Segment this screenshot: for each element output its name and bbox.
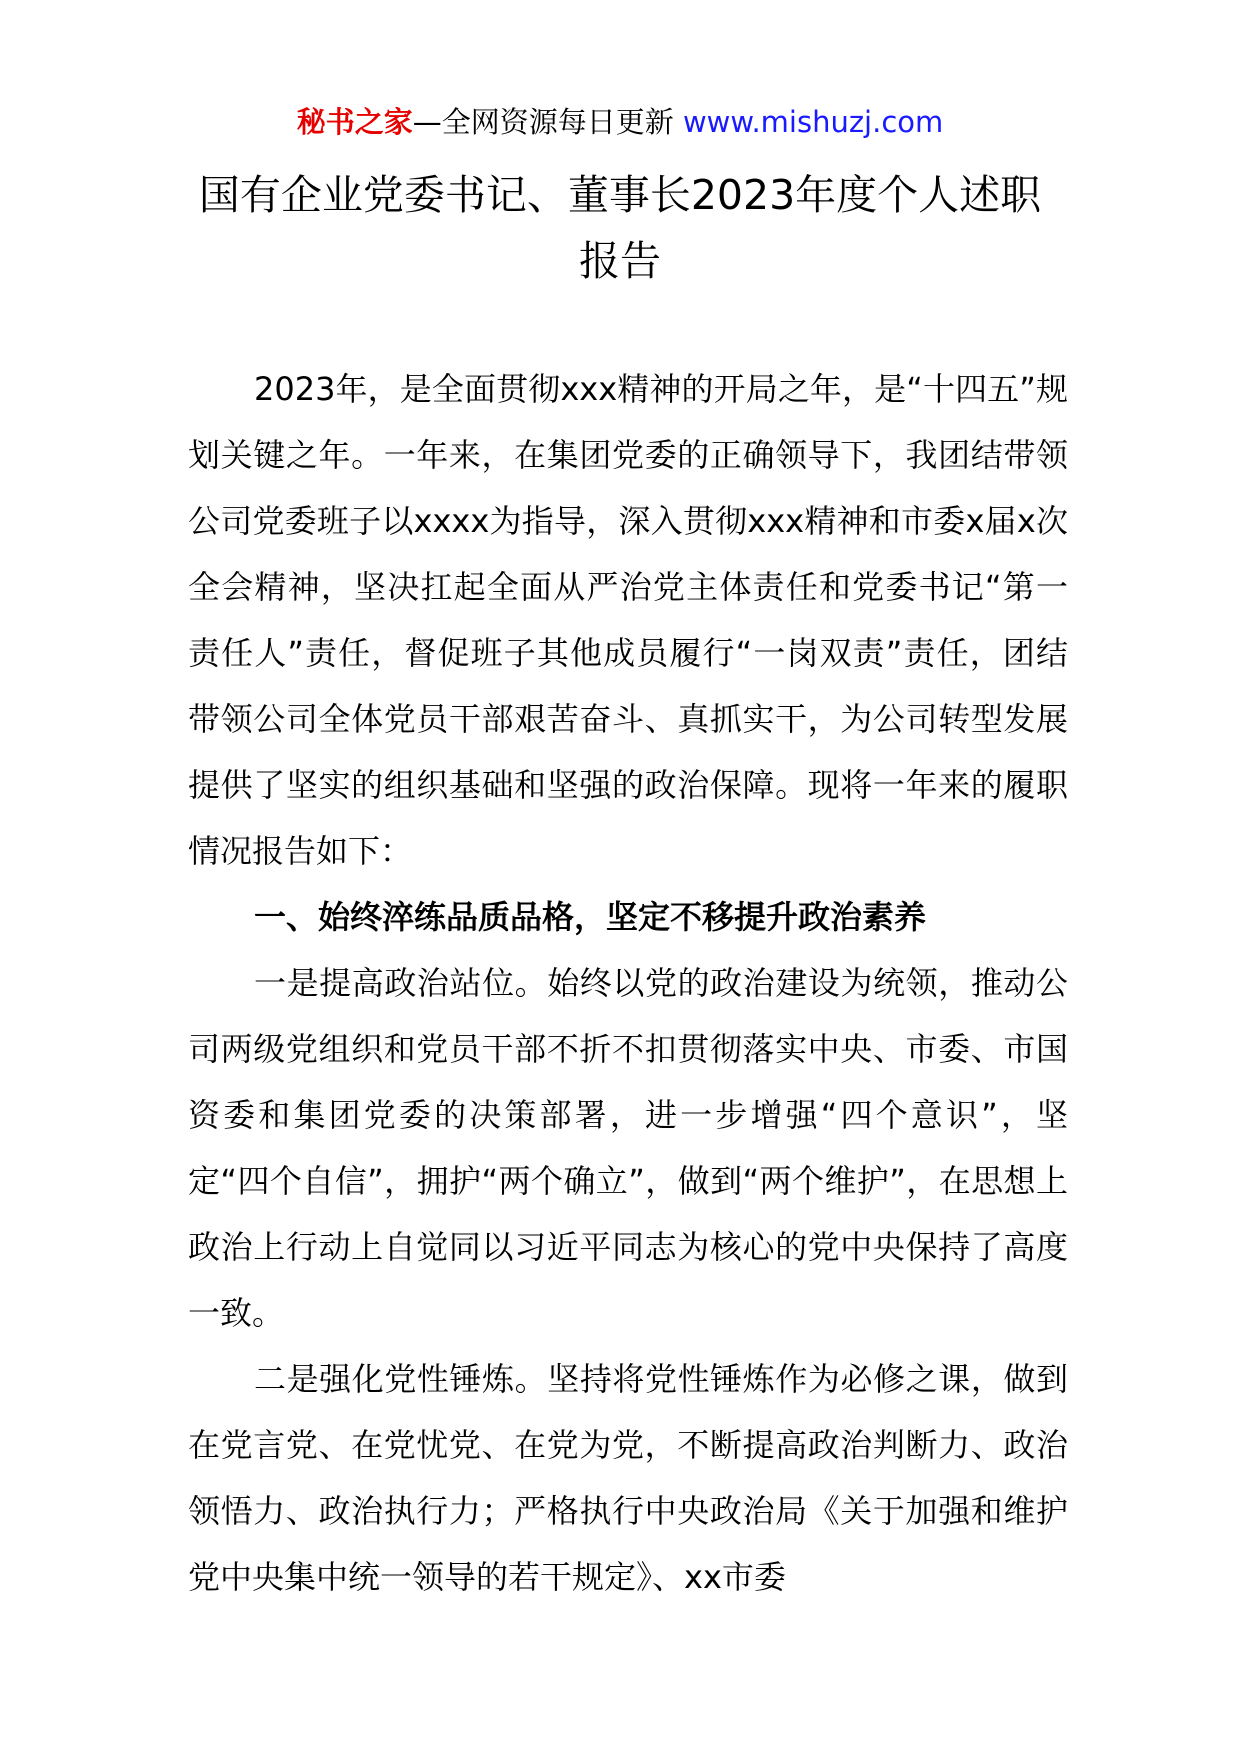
body-paragraph: 一是提高政治站位。始终以党的政治建设为统领，推动公司两级党组织和党员干部不折不扣贯彻落实中央、市委、市国资委和集团党委的决策部署，进一步增强“四个意识”，坚定“四个自信”，拥护“两个确立”，做到“两个维护”，在思想上政治上行动上自觉同以习近平同志为核心的党中央保持了高度一致。 xyxy=(188,964,1068,1332)
document-title xyxy=(0,162,1240,294)
intro-paragraph: 2023年，是全面贯彻xxx精神的开局之年，是“十四五”规划关键之年。一年来，在集团党委的正确领导下，我团结带领公司党委班子以xxxx为指导，深入贯彻xxx精神和市委x届x次全会精神，坚决扛起全面从严治党主体责任和党委书记“第一责任人”责任，督促班子其他成员履行“一岗双责”责任，团结带领公司全体党员干部艰苦奋斗、真抓实干，为公司转型发展提供了坚实的组织基础和坚强的政治保障。现将一年来的履职情况报告如下： xyxy=(188,370,1068,870)
brand-name: 秘书之家 xyxy=(296,105,413,139)
title-line-2: 报告 xyxy=(579,237,661,285)
site-header xyxy=(0,102,1240,142)
section-heading: 一、始终淬练品质品格，坚定不移提升政治素养 xyxy=(254,898,927,936)
website-link[interactable]: www.mishuzj.com xyxy=(682,105,944,139)
title-line-1: 国有企业党委书记、董事长2023年度个人述职 xyxy=(198,171,1042,219)
document-body xyxy=(188,356,1068,1610)
body-paragraph: 二是强化党性锤炼。坚持将党性锤炼作为必修之课，做到在党言党、在党忧党、在党为党，不断提高政治判断力、政治领悟力、政治执行力；严格执行中央政治局《关于加强和维护党中央集中统一领导的若干规定》、xx市委 xyxy=(188,1360,1068,1596)
header-tagline: —全网资源每日更新 xyxy=(412,105,674,139)
